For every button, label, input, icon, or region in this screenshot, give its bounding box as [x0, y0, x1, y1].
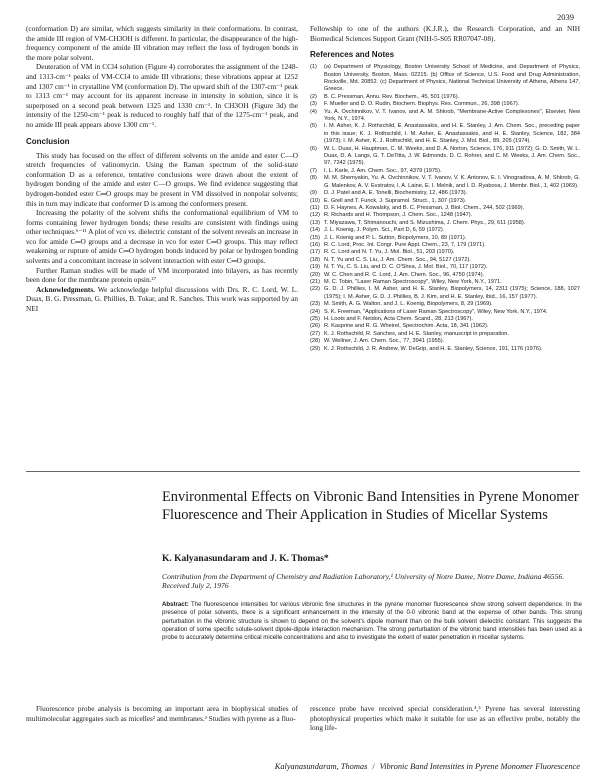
reference-item	[310, 94, 580, 101]
reference-text: K. J. Rothschild, R. Sanches, and H. E. Stanley, manuscript in preparation.	[324, 330, 509, 337]
running-footer	[180, 762, 580, 771]
reference-number: (21)	[310, 278, 320, 285]
reference-number: (6)	[310, 145, 317, 152]
footer-separator: /	[372, 762, 375, 771]
page-number: 2039	[557, 12, 574, 22]
reference-item	[310, 242, 580, 249]
reference-number: (5)	[310, 123, 317, 130]
reference-number: (28)	[310, 338, 320, 345]
reference-item	[310, 175, 580, 190]
abstract-label: Abstract:	[162, 601, 189, 608]
reference-item	[310, 198, 580, 205]
reference-item	[310, 220, 580, 227]
section-divider	[26, 471, 580, 472]
reference-text: W. C. Chen and R. C. Lord, J. Am. Chem. Soc., 96, 4750 (1974).	[324, 271, 485, 278]
reference-text: D. J. Patel and A. E. Tonelli, Biochemistry, 12, 486 (1973).	[324, 190, 468, 197]
reference-text: F. Mueller and D. O. Rudin, Biochem. Biophys. Res. Commun., 26, 398 (1967).	[324, 101, 520, 108]
abstract	[162, 601, 582, 642]
reference-item	[310, 101, 580, 108]
reference-number: (26)	[310, 323, 320, 330]
paragraph: Further Raman studies will be made of VM incorporated into bilayers, as has recently been done for the membrane protein opsin.²⁷	[26, 265, 298, 285]
left-column	[26, 24, 298, 314]
footer-authors: Kalyanasundaram, Thomas	[274, 762, 368, 771]
reference-number: (10)	[310, 197, 320, 204]
reference-text: (a) Department of Physiology, Boston University School of Medicine, and Department of Physics, Boston University, Boston, Mass. 02215. (b) Office of Science, U.S. Food and Drug Administration, Rockville, Md. 20852. (c) Department of Physics, National Technical University of Athens, Athens 147, Greece.	[324, 64, 580, 93]
paragraph: Fluorescence probe analysis is becoming an important area in biophysical studies of multimolecular aggregates such as micelles² and membranes.³ Studies with pyrene as a fluo-	[26, 704, 298, 723]
reference-text: J. L. Koenig and P. L. Sutton, Biopolymers, 10, 89 (1971).	[324, 234, 467, 241]
reference-item	[310, 64, 580, 94]
paragraph: This study has focused on the effect of different solvents on the amide and ester C—O stretch frequencies of valinomycin. Using the Raman spectrum of the solid-state conformation D as a reference, tentative conclusions were drawn about the extent of hydrogen bonding of the amide and ester C—O groups. We find evidence suggesting that hydrogen-bonded ester C═O groups may be present in VM dissolved in nonpolar solvents; this in turn may indicate that conformer D is among the conformers present.	[26, 150, 298, 208]
reference-item	[310, 331, 580, 338]
article-affiliation: Contribution from the Department of Chemistry and Radiation Laboratory,¹ University of Notre Dame, Notre Dame, Indiana 46556. Received July 2, 1976	[162, 572, 565, 591]
reference-number: (4)	[310, 108, 317, 115]
reference-number: (18)	[310, 256, 320, 263]
reference-list	[310, 64, 580, 353]
reference-item	[310, 272, 580, 279]
reference-number: (2)	[310, 93, 317, 100]
reference-item	[310, 309, 580, 316]
reference-item	[310, 235, 580, 242]
reference-text: N. T. Yu and C. S. Liu, J. Am. Chem. Soc., 94, 5127 (1972).	[324, 256, 471, 263]
reference-number: (9)	[310, 190, 317, 197]
reference-item	[310, 109, 580, 124]
reference-item	[310, 249, 580, 256]
reference-text: R. Richards and H. Thompson, J. Chem. Soc., 1248 (1947).	[324, 212, 473, 219]
reference-number: (24)	[310, 308, 320, 315]
reference-number: (14)	[310, 227, 320, 234]
reference-text: J. L. Koenig, J. Polym. Sci., Part D, 6, 59 (1972).	[324, 227, 445, 234]
reference-number: (23)	[310, 301, 320, 308]
reference-text: B. C. Pressman, Annu. Rev. Biochem., 45, 501 (1976).	[324, 93, 460, 100]
reference-number: (11)	[310, 204, 320, 211]
reference-number: (8)	[310, 175, 317, 182]
article-authors: K. Kalyanasundaram and J. K. Thomas*	[162, 554, 329, 564]
reference-text: W. L. Duax, H. Hauptman, C. M. Weeks, and D. A. Norton, Science, 176, 911 (1972); G. D. Smith, W. L. Duax, D. A. Langs, G. T. DeTitta, J. W. Edmonds, D. C. Rohrer, and C. M. Weeks, J. Am. Chem. Soc., 97, 7242 (1975).	[324, 145, 580, 167]
reference-text: I. L. Karle, J. Am. Chem. Soc., 97, 4379 (1975).	[324, 167, 442, 174]
reference-item	[310, 168, 580, 175]
reference-number: (29)	[310, 345, 320, 352]
footer-running-title: Vibronic Band Intensities in Pyrene Monomer Fluorescence	[379, 762, 580, 771]
reference-item	[310, 346, 580, 353]
reference-item	[310, 301, 580, 308]
paragraph: Fellowship to one of the authors (K.J.R.), the Research Corporation, and an NIH Biomedical Sciences Support Grant (NIH-5-S05 RR07047-08).	[310, 24, 580, 43]
reference-text: H. Loots and F. Neidon, Acta Chem. Scand., 28, 213 (1967).	[324, 316, 473, 322]
reference-item	[310, 190, 580, 197]
reference-text: R. C. Lord, Proc. Int. Congr. Pure Appl. Chem., 23, 7, 179 (1971).	[324, 241, 486, 248]
reference-number: (7)	[310, 167, 317, 174]
reference-item	[310, 123, 580, 145]
reference-text: R. C. Lord and N. T. Yu, J. Mol. Biol., 51, 203 (1970).	[324, 249, 455, 256]
reference-text: N. T. Yu, C. S. Liu, and D. C. O'Shea, J. Mol. Biol., 70, 117 (1972).	[324, 264, 488, 271]
reference-number: (15)	[310, 234, 320, 241]
reference-text: W. Wellner, J. Am. Chem. Soc., 77, 3941 (1955).	[324, 338, 445, 345]
reference-number: (17)	[310, 249, 320, 256]
reference-text: K. J. Rothschild, J. R. Andrew, W. DeGrip, and H. E. Stanley, Science, 191, 1176 (1976).	[324, 345, 543, 352]
reference-item	[310, 279, 580, 286]
reference-text: D. F. Haynes, A. Kowalsky, and B. C. Pressman, J. Biol. Chem., 244, 502 (1969).	[324, 204, 525, 211]
reference-text: M. M. Shemyakin, Yu. A. Ovchinnikov, V. T. Ivanov, V. K. Antonov, E. I. Vinogradova, A. M. Shkrob, G. G. Malenkov, A. V. Evstratov, I. A. Laine, E. I. Melnik, and I. D. Ryabova, J. Membr. Biol., 1, 402 (1969).	[324, 175, 580, 189]
reference-item	[310, 227, 580, 234]
reference-number: (20)	[310, 271, 320, 278]
acknowledgments-text: We acknowledge helpful discussions with Drs. R. C. Lord, W. L. Duax, B. G. Pressman, G. Phillies, B. Tokar, and R. Sanches. This work was supported by an NEI	[26, 284, 298, 314]
reference-number: (19)	[310, 264, 320, 271]
reference-item	[310, 146, 580, 168]
reference-number: (22)	[310, 286, 320, 293]
reference-number: (13)	[310, 219, 320, 226]
paragraph: (conformation D) are similar, which suggests similarity in their conformations. In contrast, the amide III region of VM-CH3OH is different. In particular, the disappearance of the high-frequency component of the amide III vibration may reflect the loss of hydrogen bonds in the more polar solvent.	[26, 24, 298, 62]
reference-item	[310, 212, 580, 219]
reference-text: Yu. A. Ovchinnikov, V. T. Ivanov, and A. M. Shkrob, "Membrane-Active Complexones", Elsevier, New York, N.Y., 1974.	[324, 108, 580, 123]
reference-number: (1)	[310, 64, 317, 71]
reference-item	[310, 264, 580, 271]
reference-text: M. C. Tobin, "Laser Raman Spectroscopy", Wiley, New York, N.Y., 1971.	[324, 278, 502, 285]
reference-text: I. M. Asher, K. J. Rothschild, E. Anastassakis, and H. E. Stanley, J. Am. Chem. Soc., preceding paper in this issue; K. J. Rothschild, I. M. Asher, E. Anastassakis, and H. E. Stanley, Science, 182, 384 (1973); I. M. Asher, K. J. Rothschild, and H. E. Stanley, J. Mol. Biol., 89, 205 (1974).	[324, 123, 580, 145]
body-text-left	[26, 704, 298, 723]
reference-text: G. D. J. Phillies, I. M. Asher, and H. E. Stanley, Biopolymers, 14, 2311 (1975); Science, 188, 1027 (1975); I. M. Asher, G. D. J. Phillies, B. J. Kim, and H. E. Stanley, ibid., 16, 157 (1977).	[324, 286, 580, 300]
paragraph: Increasing the polarity of the solvent shifts the conformational equilibrium of VM to forms containing fewer hydrogen bonds; these results are consistent with findings using other techniques.⁶⁻¹¹ A plot of νco vs. dielectric constant of the solvent reveals an increase in νco for amide C═O groups and a decrease in νco for ester C═O groups. This may reflect weakening or rupture of amide C═O hydrogen bonds induced by polar or hydrogen bonding solvents and a concomitant increase in solvent interaction with ester C═O groups.	[26, 208, 298, 266]
reference-text: R. Kasprine and R. G. Wheirel, Spectrochim. Acta, 18, 341 (1962).	[324, 323, 489, 330]
reference-number: (16)	[310, 241, 320, 248]
reference-text: M. Smith, A. G. Walton, and J. L. Koenig, Biopolymers, 8, 29 (1969).	[324, 301, 493, 308]
section-heading-conclusion: Conclusion	[26, 136, 70, 146]
reference-item	[310, 257, 580, 264]
acknowledgments-paragraph	[26, 285, 298, 314]
body-text-right	[310, 704, 580, 733]
article-title: Environmental Effects on Vibronic Band Intensities in Pyrene Monomer Fluorescence and Their Application in Studies of Micellar Systems	[162, 489, 579, 523]
reference-number: (27)	[310, 330, 320, 337]
reference-item	[310, 338, 580, 345]
paragraph: Deuteration of VM in CCl4 solution (Figure 4) corroborates the assignment of the 1248- and 1313-cm⁻¹ peaks of VM-CCl4 to amide III vibrations; these vibrations appear at 1252 and 1307 cm⁻¹ in crystalline VM (conformation D). The upward shift of the 1307-cm⁻¹ peak to 1313 cm⁻¹ may account for its apparent increase in intensity in solution, since it is superposed on a second peak between 1325 and 1330 cm⁻¹. In CH3OH (Figure 3d) the intensity of the 1250-cm⁻¹ peak is reduced to roughly half that of the 1275-cm⁻¹ peak, and no amide III peak appears above 1300 cm⁻¹.	[26, 62, 298, 129]
section-heading-references: References and Notes	[310, 50, 395, 60]
reference-item	[310, 205, 580, 212]
reference-number: (12)	[310, 212, 320, 219]
abstract-text: The fluorescence intensities for various vibronic fine structures in the pyrene monomer fluorescence show strong solvent dependence. In the presence of polar solvents, there is a significant enhancement in the intensity of the 0-0 vibronic band at the expense of other bands. This strong perturbation in the vibronic structure is shown to depend on the solvent's dipole moment than on the bulk solvent dielectric constant. This suggests the operation of some specific solute-solvent dipole-dipole interaction mechanism. The strong perturbation of the vibronic band intensities has been used as a probe to accurately determine critical micelle concentrations and also to investigate the extent of water penetration in micellar systems.	[162, 601, 582, 642]
reference-number: (25)	[310, 316, 320, 322]
acknowledgments-label: Acknowledgments.	[36, 284, 95, 294]
reference-text: E. Grell and T. Funck, J. Supramol. Struct., 1, 307 (1973).	[324, 197, 467, 204]
paragraph: rescence probe have received special consideration.⁴,⁵ Pyrene has several interesting photophysical properties which make it suitable for use as an effective probe, notably the long life-	[310, 704, 580, 733]
reference-text: S. K. Freeman, "Applications of Laser Raman Spectroscopy", Wiley, New York, N.Y., 1974.	[324, 308, 548, 315]
right-column	[310, 24, 580, 353]
reference-item	[310, 323, 580, 330]
reference-number: (3)	[310, 101, 317, 108]
reference-text: T. Miyazawa, T. Shimanouchi, and S. Mizushima, J. Chem. Phys., 29, 611 (1958).	[324, 219, 526, 226]
reference-item	[310, 286, 580, 301]
reference-item	[310, 316, 580, 323]
